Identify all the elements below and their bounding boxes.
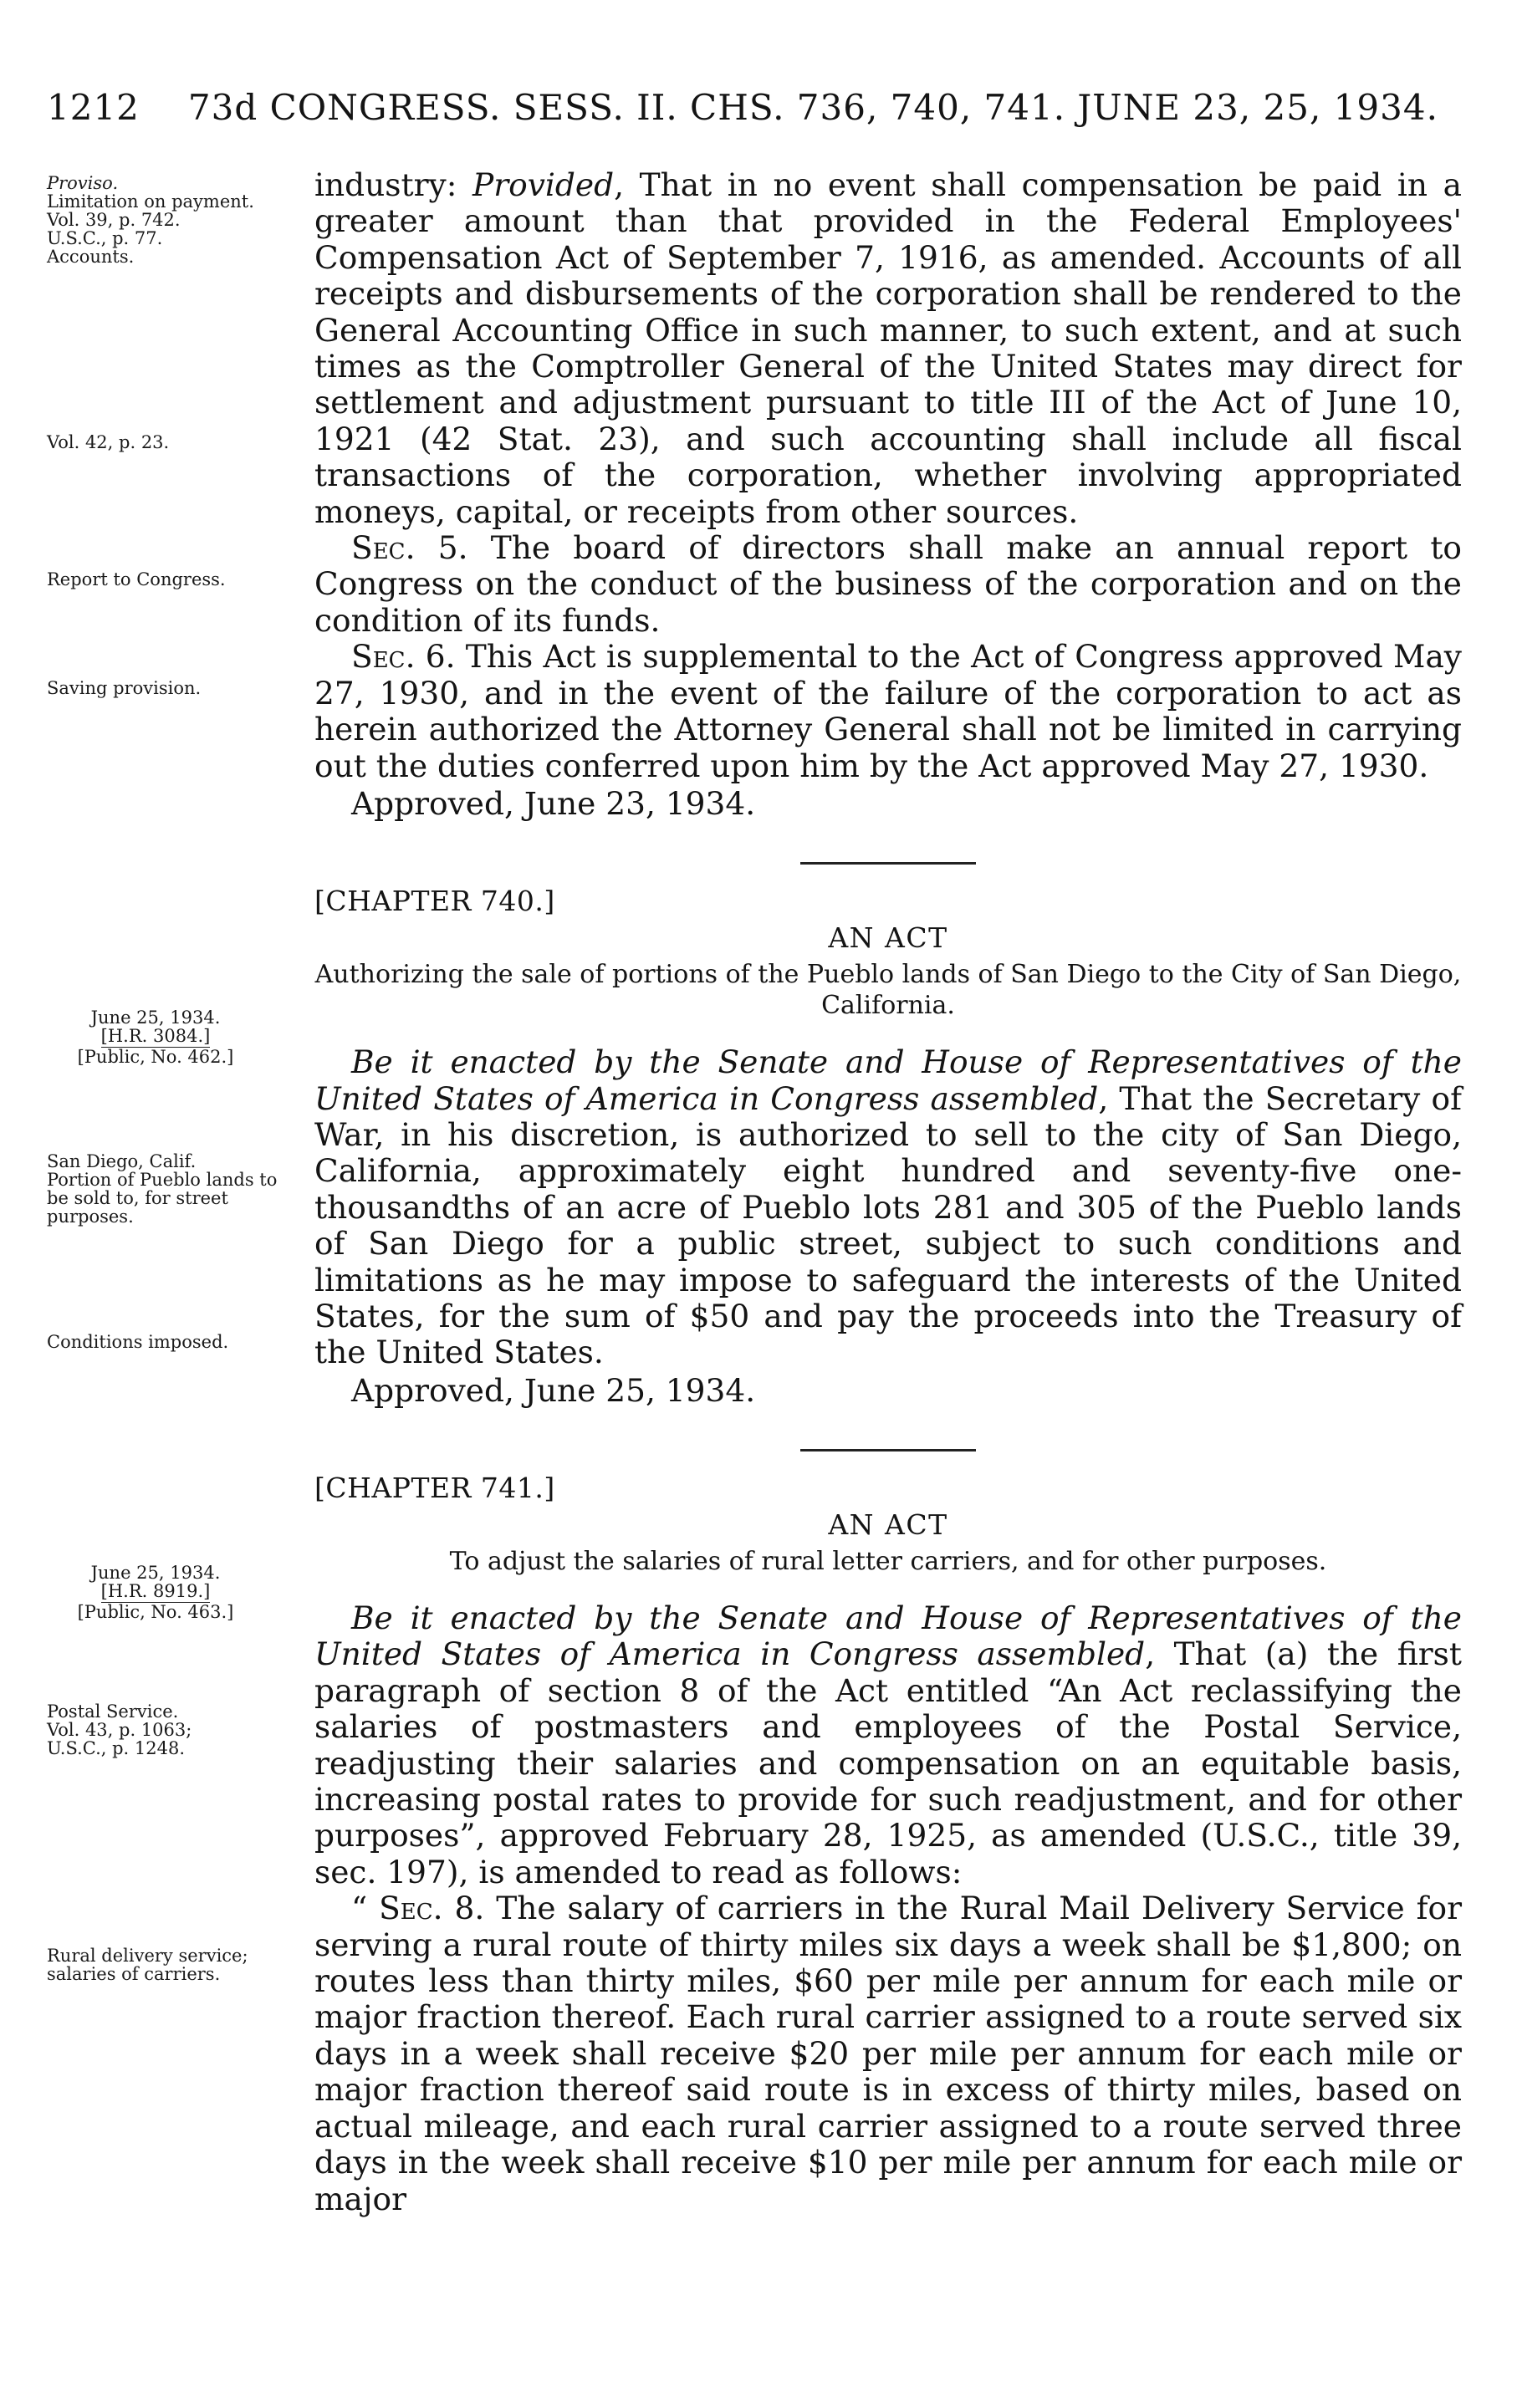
divider-rule xyxy=(800,862,976,865)
chapter-741-an-act: AN ACT xyxy=(828,1508,948,1541)
ch741-bill: [H.R. 8919.] xyxy=(100,1581,211,1601)
ch740-bill: [H.R. 3084.] xyxy=(100,1026,211,1046)
margin-note-ch740 xyxy=(47,1008,264,1066)
margin-note-saving: Saving provision. xyxy=(47,678,202,698)
open-quote: “ xyxy=(351,1890,380,1927)
divider-rule xyxy=(800,1449,976,1451)
sec6-text: This Act is supplemental to the Act of Congress approved May 27, 1930, and in the event of the failure of the corporation to act as herein authorized the Attorney General shall not be limited in carrying out the duties conferred upon him by the Act approved May 27, 1930. xyxy=(314,638,1462,784)
page-number: 1212 xyxy=(47,87,140,128)
margin-note-vol42: Vol. 42, p. 23. xyxy=(47,432,170,452)
section-8-quoted xyxy=(314,1890,1462,2217)
vol39-citation: Vol. 39, p. 742. xyxy=(47,210,181,230)
margin-note-report: Report to Congress. xyxy=(47,569,226,589)
chapter-740-an-act: AN ACT xyxy=(828,921,948,954)
vol43-citation: Vol. 43, p. 1063; xyxy=(47,1720,192,1740)
margin-note-proviso xyxy=(47,174,298,266)
proviso-label: Proviso. xyxy=(47,173,119,193)
usc77-citation: U.S.C., p. 77. xyxy=(47,228,163,248)
sec8-text: The salary of carriers in the Rural Mail Delivery Service for serving a rural route of thirty miles six days a week shall be $1,800; on routes less than thirty miles, $60 per mile per annum for each mile or major fraction thereof. Each rural carrier assigned to a route served six days in a week shall receive $20 per mile per annum for each mile or major fraction thereof said route is in excess of thirty miles, based on actual mileage, and each rural carrier assigned to a route served three days in the week shall receive $10 per mile per annum for each mile or major xyxy=(314,1890,1463,2217)
enacting-clause-741: Be it enacted by the Senate and House of Representatives of the United States of America in Congress assembled xyxy=(314,1599,1462,1673)
chapter-740-purpose: Authorizing the sale of portions of the Pueblo lands of San Diego to the City of San Diego, California. xyxy=(314,960,1462,1021)
enacting-clause-740: Be it enacted by the Senate and House of Representatives of the United States of America in Congress assembled xyxy=(314,1043,1462,1117)
chapter-741-heading: [CHAPTER 741.] xyxy=(314,1472,555,1505)
sandiego-note: San Diego, Calif. xyxy=(47,1151,197,1171)
section-6 xyxy=(314,639,1462,784)
sec5-label: Sec. 5. xyxy=(351,529,468,567)
ch741-date: June 25, 1934. xyxy=(90,1563,221,1583)
running-title: 73d CONGRESS. SESS. II. CHS. 736, 740, 741. JUNE 23, 25, 1934. xyxy=(187,87,1438,128)
margin-note-rural: Rural delivery service; salaries of carriers. xyxy=(47,1946,248,1984)
ch741-body: , That (a) the first paragraph of section 8 of the Act entitled “An Act reclassifying the salaries of postmasters and employees of the Postal Service, readjusting their salaries and compensation on an equitable basis, increasing postal rates to provide for such readjustment, and for other purposes”, approved February 28, 1925, as amended (U.S.C., title 39, sec. 197), is amended to read as follows: xyxy=(314,1635,1462,1890)
para1-rest: , That in no event shall compensation be paid in a greater amount than that provided in the Federal Employees' Compensation Act of September 7, 1916, as amended. Accounts of all receipts and disbursements of the corporation shall be rendered to the General Accounting Office in such manner, to such extent, and at such times as the Comptroller General of the United States may direct for settlement and adjustment pursuant to title III of the Act of June 10, 1921 (42 Stat. 23), and such accounting shall include all fiscal transactions of the corporation, whether involving appropriated moneys, capital, or receipts from other sources. xyxy=(314,166,1462,530)
ch740-date: June 25, 1934. xyxy=(90,1008,221,1028)
portion-note: Portion of Pueblo lands to be sold to, for street purposes. xyxy=(47,1170,278,1227)
margin-note-conditions: Conditions imposed. xyxy=(47,1332,229,1352)
ch740-public-law: [Public, No. 462.] xyxy=(77,1047,234,1067)
ch740-body: , That the Secretary of War, in his discretion, is authorized to sell to the city of San Diego, California, approximately eight hundred and seventy-five one-thousandths of an acre of Pueblo lots 281 and 305 of the Pueblo lands of San Diego for a public street, subject to such conditions and limitations as he may impose to safeguard the interests of the United States, for the sum of $50 and pay the proceeds into the Treasury of the United States. xyxy=(314,1079,1462,1371)
chapter-741-text xyxy=(314,1600,1462,1890)
approved-june-23: Approved, June 23, 1934. xyxy=(351,784,756,822)
postal-note: Postal Service. xyxy=(47,1701,179,1722)
paragraph-accounts xyxy=(314,167,1462,530)
running-header xyxy=(47,87,1438,128)
limitation-note: Limitation on payment. xyxy=(47,191,254,212)
section-5 xyxy=(314,530,1462,639)
approved-june-25: Approved, June 25, 1934. xyxy=(351,1371,756,1409)
sec5-text: The board of directors shall make an annual report to Congress on the conduct of the business of the corporation and on the condition of its funds. xyxy=(314,529,1462,639)
ch741-public-law: [Public, No. 463.] xyxy=(77,1602,234,1622)
chapter-740-heading: [CHAPTER 740.] xyxy=(314,885,555,918)
margin-note-sandiego xyxy=(47,1152,298,1226)
para1-start: industry: xyxy=(314,166,472,203)
chapter-740-text xyxy=(314,1044,1462,1371)
provided-word: Provided xyxy=(472,166,615,203)
accounts-note: Accounts. xyxy=(47,247,135,267)
margin-note-postal xyxy=(47,1702,298,1758)
margin-note-ch741 xyxy=(47,1564,264,1621)
main-text xyxy=(314,167,1462,2217)
usc1248-citation: U.S.C., p. 1248. xyxy=(47,1738,186,1758)
chapter-741-purpose: To adjust the salaries of rural letter carriers, and for other purposes. xyxy=(449,1547,1327,1576)
sec6-label: Sec. 6. xyxy=(351,638,456,676)
sec8-label: Sec. 8. xyxy=(379,1890,485,1927)
